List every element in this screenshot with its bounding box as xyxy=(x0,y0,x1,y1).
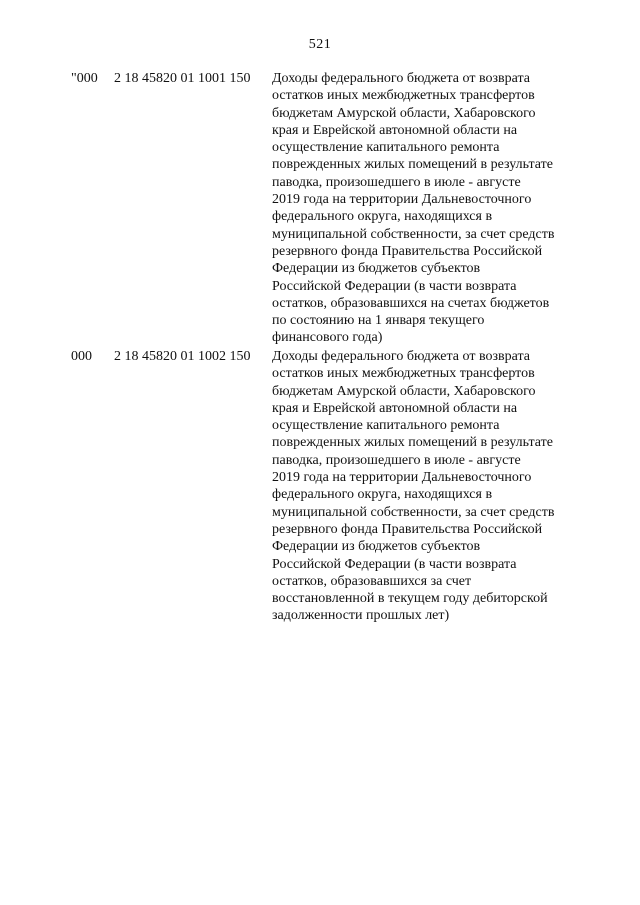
entry-description xyxy=(272,348,572,625)
description-line: Федерации из бюджетов субъектов xyxy=(272,539,481,555)
description-line: бюджетам Амурской области, Хабаровского xyxy=(272,105,536,121)
description-line: задолженности прошлых лет) xyxy=(272,608,450,624)
budget-classification-code: 2 18 45820 01 1001 150 xyxy=(114,71,251,86)
description-line: бюджетам Амурской области, Хабаровского xyxy=(272,383,536,399)
entry-description xyxy=(272,70,572,347)
description-line: осуществление капитального ремонта xyxy=(272,418,500,434)
description-line: 2019 года на территории Дальневосточного xyxy=(272,470,532,486)
description-line: резервного фонда Правительства Российской xyxy=(272,243,543,259)
description-line: остатков иных межбюджетных трансфертов xyxy=(272,366,535,382)
description-line: Российской Федерации (в части возврата xyxy=(272,278,517,294)
description-line: Доходы федерального бюджета от возврата xyxy=(272,71,530,86)
description-line: резервного фонда Правительства Российской xyxy=(272,521,543,537)
admin-code: 000 xyxy=(71,349,92,364)
description-line: края и Еврейской автономной области на xyxy=(272,400,518,416)
description-line: по состоянию на 1 января текущего xyxy=(272,313,485,329)
description-line: остатков иных межбюджетных трансфертов xyxy=(272,88,535,104)
description-line: поврежденных жилых помещений в результате xyxy=(272,157,553,173)
description-line: муниципальной собственности, за счет средств xyxy=(272,504,555,520)
description-line: финансового года) xyxy=(272,330,383,346)
description-line: поврежденных жилых помещений в результате xyxy=(272,435,553,451)
page-number: 521 xyxy=(308,37,332,52)
description-line: Доходы федерального бюджета от возврата xyxy=(272,349,530,364)
description-line: муниципальной собственности, за счет средств xyxy=(272,226,555,242)
description-line: остатков, образовавшихся за счет xyxy=(272,573,472,589)
description-line: паводка, произошедшего в июле - августе xyxy=(272,174,521,190)
description-line: 2019 года на территории Дальневосточного xyxy=(272,192,532,208)
description-line: Федерации из бюджетов субъектов xyxy=(272,261,481,277)
description-line: осуществление капитального ремонта xyxy=(272,140,500,156)
description-line: паводка, произошедшего в июле - августе xyxy=(272,452,521,468)
description-line: федерального округа, находящихся в xyxy=(272,209,493,225)
description-line: Российской Федерации (в части возврата xyxy=(272,556,517,572)
description-line: восстановленной в текущем году дебиторской xyxy=(272,591,548,607)
budget-classification-code: 2 18 45820 01 1002 150 xyxy=(114,349,251,364)
description-line: края и Еврейской автономной области на xyxy=(272,122,518,138)
admin-code: "000 xyxy=(71,71,98,86)
description-line: федерального округа, находящихся в xyxy=(272,487,493,503)
description-line: остатков, образовавшихся на счетах бюджетов xyxy=(272,295,550,311)
